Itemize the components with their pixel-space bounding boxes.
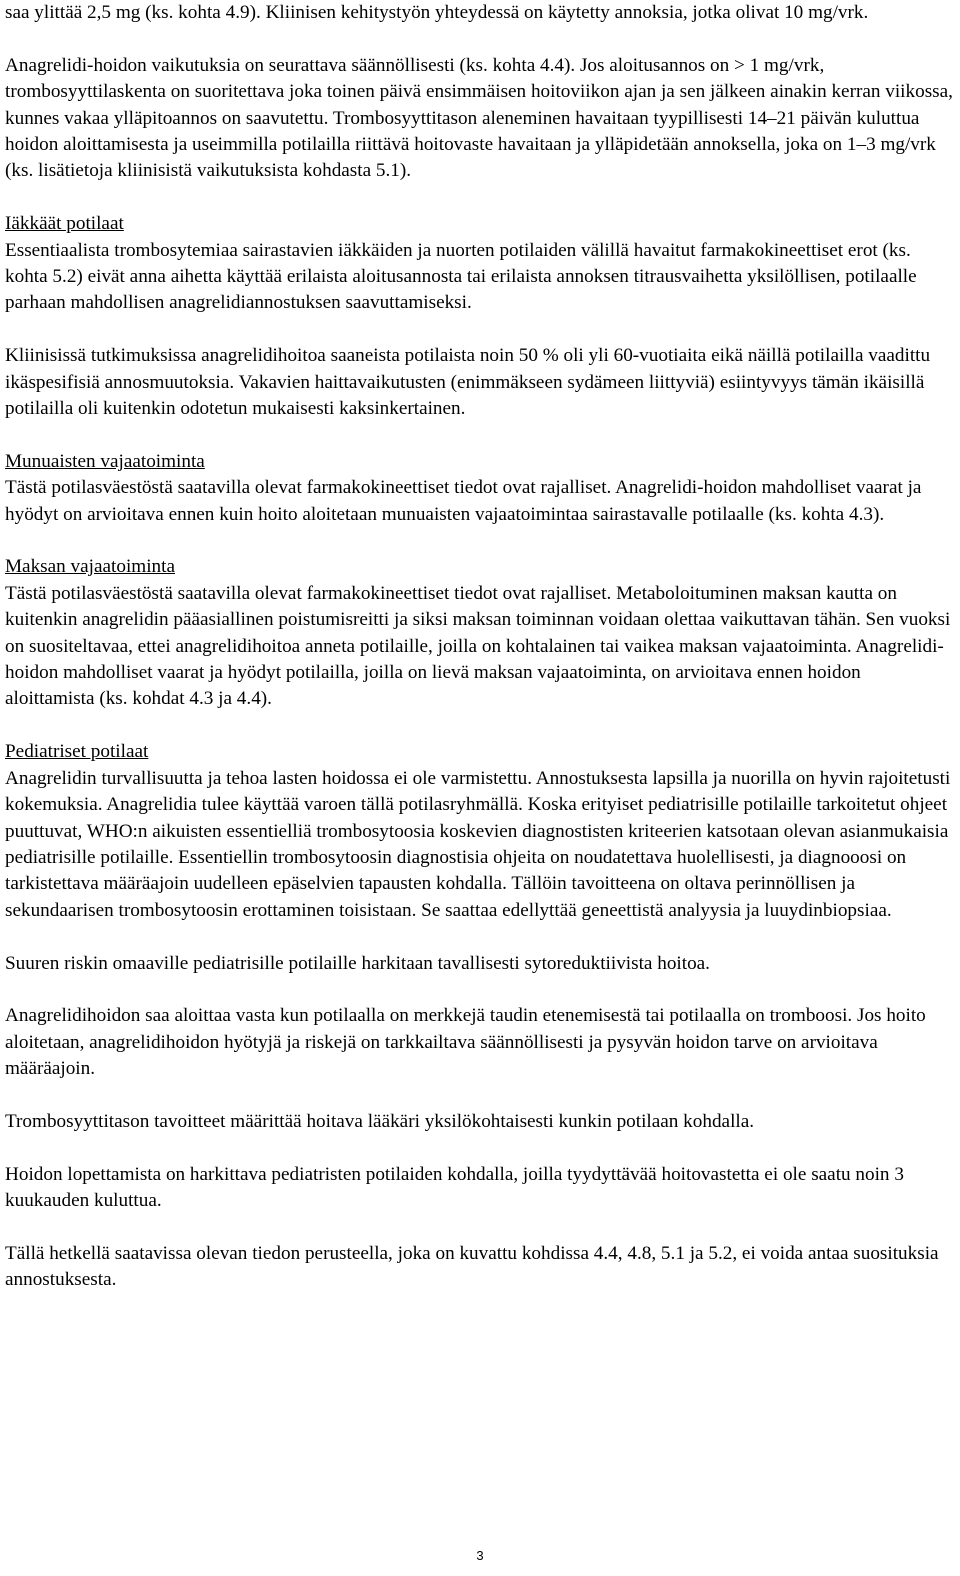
paragraph-pediatric-safety: Anagrelidin turvallisuutta ja tehoa lasten hoidossa ei ole varmistettu. Annostuksesta lapsilla ja nuorilla on hyvin rajoitetusti kokemuksia. Anagrelidia tulee käyttää varoen tällä potilasryhmällä. Koska erityiset pediatrisille potilaille tarkoitetut ohjeet puuttuvat, WHO:n aikuisten essentielliä trombosytoosia koskevien diagnostisten kriteerien katsotaan olevan asianmukaisia pediatrisille potilaille. Essentiellin trombosytoosin diagnostisia ohjeita on noudatettava huolellisesti, ja diagnooosi on tarkistettava määräajoin uudelleen epäselvien tapausten kohdalla. Tällöin tavoitteena on oltava perinnöllisen ja sekundaarisen trombosytoosin erottaminen toisistaan. Se saattaa edellyttää geneettistä analyysia ja luuydinbiopsiaa.	[5, 767, 951, 921]
paragraph-dose-limit: saa ylittää 2,5 mg (ks. kohta 4.9). Kliinisen kehitystyön yhteydessä on käytetty annoksia, jotka olivat 10 mg/vrk.	[5, 2, 869, 23]
paragraph-hepatic: Tästä potilasväestöstä saatavilla olevat farmakokineettiset tiedot ovat rajalliset. Metaboloituminen maksan kautta on kuitenkin anagrelidin pääasiallinen poistumisreitti ja siksi maksan toiminnan voidaan olettaa vaikuttavan tähän. Sen vuoksi on suositeltavaa, ettei anagrelidihoitoa anneta potilaille, joilla on kohtalainen tai vaikea maksan vajaatoiminta. Anagrelidi-hoidon mahdolliset vaarat ja hyödyt potilailla, joilla on lievä maksan vajaatoiminta, on arvioitava ennen hoidon aloittamista (ks. kohdat 4.3 ja 4.4).	[5, 582, 951, 710]
paragraph-pediatric-stopping: Hoidon lopettamista on harkittava pediatristen potilaiden kohdalla, joilla tyydyttävää hoitovastetta ei ole saatu noin 3 kuukauden kuluttua.	[5, 1163, 904, 1212]
paragraph-elderly-pk: Essentiaalista trombosytemiaa sairastavien iäkkäiden ja nuorten potilaiden välillä havaitut farmakokineettiset erot (ks. kohta 5.2) eivät anna aihetta käyttää erilaista aloitusannosta tai erilaista annoksen titrausvaihetta yksilöllisen, potilaalle parhaan mahdollisen anagrelidiannostuksen saavuttamiseksi.	[5, 239, 917, 314]
document-page	[5, 0, 955, 1294]
paragraph-pediatric-no-recommendation: Tällä hetkellä saatavissa olevan tiedon perusteella, joka on kuvattu kohdissa 4.4, 4.8, 5.1 ja 5.2, ei voida antaa suosituksia annostuksesta.	[5, 1242, 939, 1291]
paragraph-pediatric-high-risk: Suuren riskin omaaville pediatrisille potilaille harkitaan tavallisesti sytoreduktiivista hoitoa.	[5, 952, 710, 974]
page-number: 3	[476, 1548, 484, 1563]
paragraph-elderly-trials: Kliinisissä tutkimuksissa anagrelidihoitoa saaneista potilaista noin 50 % oli yli 60-vuotiaita eikä näillä potilailla vaadittu ikäspesifisiä annosmuutoksia. Vakavien haittavaikutusten (enimmäkseen sydämeen liittyviä) esiintyvyys tämän ikäisillä potilailla oli kuitenkin odotetun mukaisesti kaksinkertainen.	[5, 345, 931, 420]
paragraph-pediatric-start: Anagrelidihoidon saa aloittaa vasta kun potilaalla on merkkejä taudin etenemisestä tai potilaalla on tromboosi. Jos hoito aloitetaan, anagrelidihoidon hyötyjä ja riskejä on tarkkailtava säännöllisesti ja pysyvän hoidon tarve on arvioitava määräajoin.	[5, 1005, 926, 1080]
heading-elderly-patients: Iäkkäät potilaat	[5, 213, 124, 235]
heading-pediatric-patients: Pediatriset potilaat	[5, 741, 149, 763]
paragraph-pediatric-targets: Trombosyyttitason tavoitteet määrittää hoitava lääkäri yksilökohtaisesti kunkin potilaan kohdalla.	[5, 1110, 755, 1132]
heading-renal-impairment: Munuaisten vajaatoiminta	[5, 450, 205, 472]
paragraph-monitoring: Anagrelidi-hoidon vaikutuksia on seurattava säännöllisesti (ks. kohta 4.4). Jos aloitusannos on > 1 mg/vrk, trombosyyttilaskenta on suoritettava joka toinen päivä ensimmäisen hoitoviikon ajan ja sen jälkeen ainakin kerran viikossa, kunnes vakaa ylläpitoannos on saavutettu. Trombosyyttitason aleneminen havaitaan tyypillisesti 14–21 päivän kuluttua hoidon aloittamisesta ja useimmilla potilailla riittävä hoitovaste havaitaan ja ylläpidetään annoksella, joka on 1–3 mg/vrk (ks. lisätietoja kliinisistä vaikutuksista kohdasta 5.1).	[5, 54, 953, 182]
paragraph-renal: Tästä potilasväestöstä saatavilla olevat farmakokineettiset tiedot ovat rajalliset. Anagrelidi-hoidon mahdolliset vaarat ja hyödyt on arvioitava ennen kuin hoito aloitetaan munuaisten vajaatoimintaa sairastavalle potilaalle (ks. kohta 4.3).	[5, 477, 922, 525]
heading-hepatic-impairment: Maksan vajaatoiminta	[5, 556, 175, 578]
